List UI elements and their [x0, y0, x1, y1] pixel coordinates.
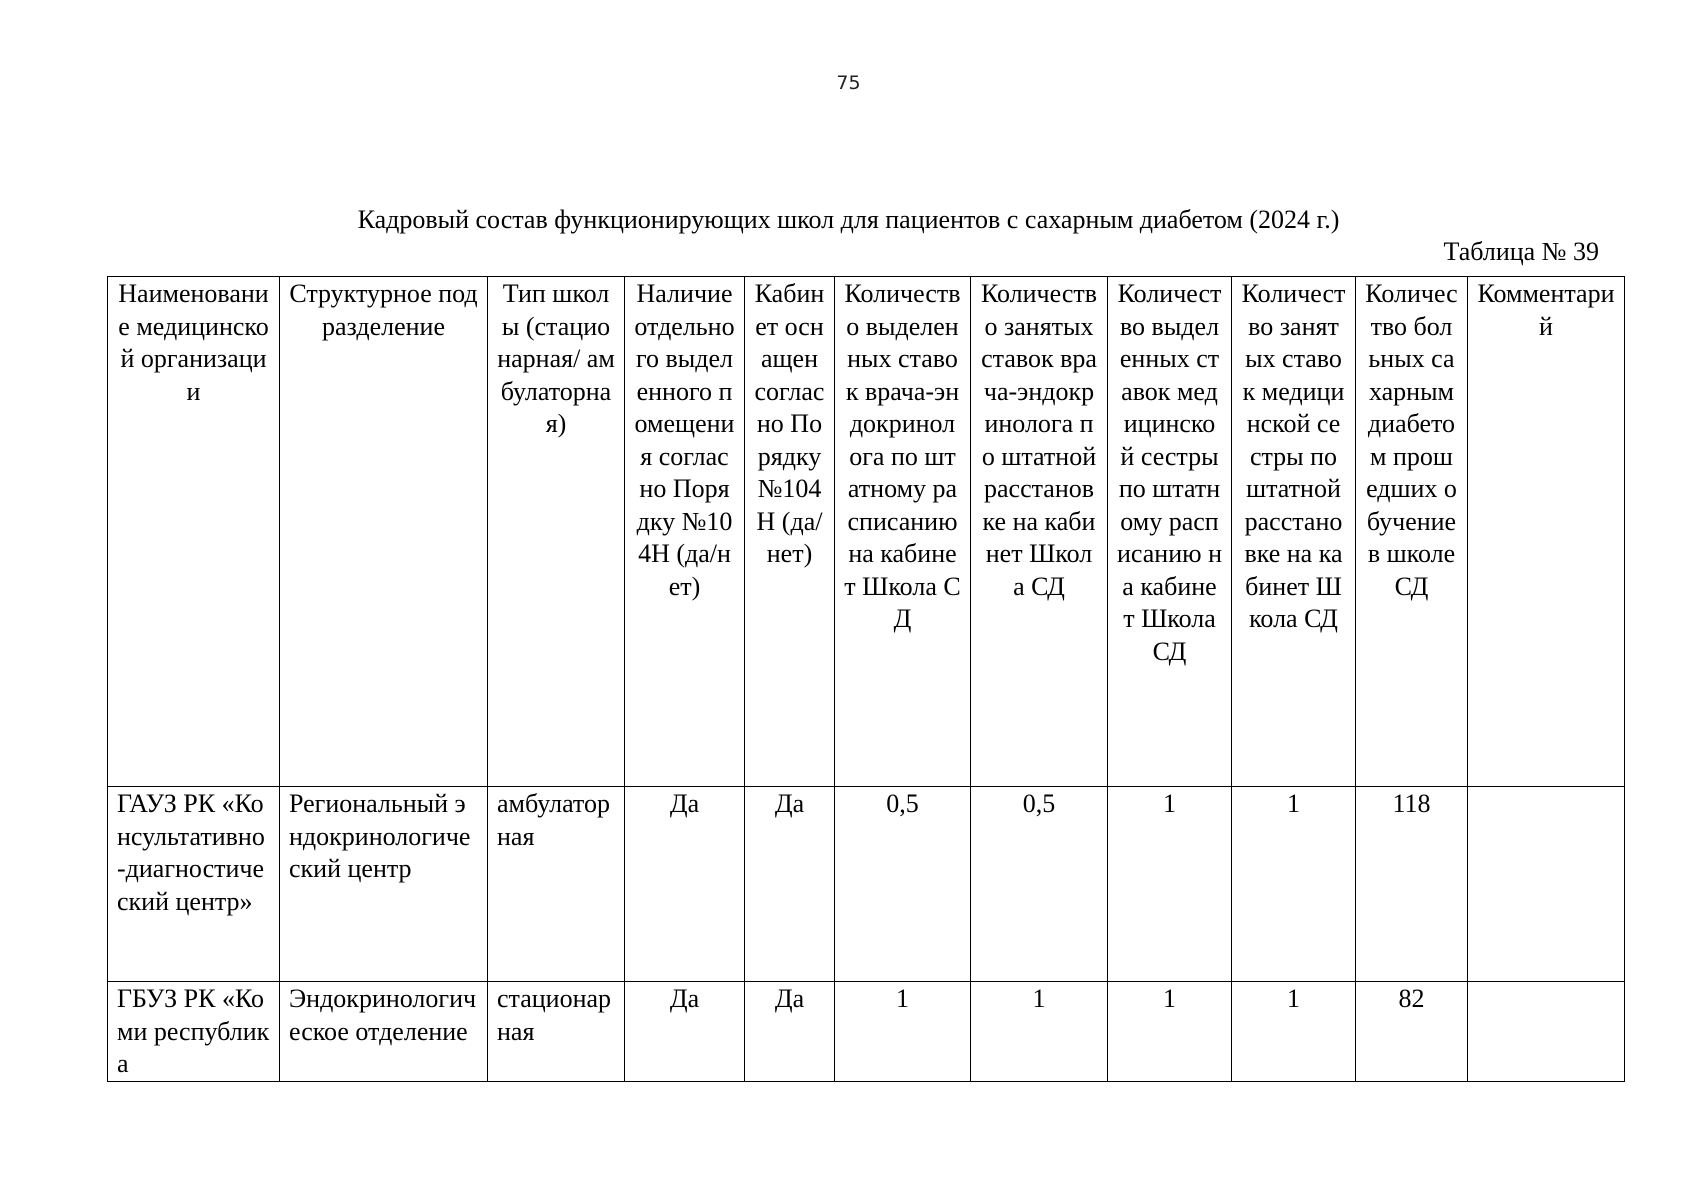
cell-patients-trained: 82 — [1356, 982, 1468, 1082]
table-row — [108, 982, 1625, 1082]
header-allocated-endocrinologist-rates: Количество выделенных ставок врача-эндокринолога по штатному расписанию на кабинет Школа СД — [835, 277, 971, 787]
header-patients-trained: Количество больных сахарным диабетом прошедших обучение в школе СД — [1356, 277, 1468, 787]
cell-school-type: стационарная — [488, 982, 625, 1082]
cell-department: Региональный эндокринологический центр — [280, 787, 488, 982]
cell-office-equipped: Да — [745, 982, 835, 1082]
cell-school-type: амбулаторная — [488, 787, 625, 982]
header-department: Структурное подразделение — [280, 277, 488, 787]
header-organization: Наименование медицинской организации — [108, 277, 280, 787]
cell-department: Эндокринологическое отделение — [280, 982, 488, 1082]
header-office-equipped: Кабинет оснащен согласно Порядку №104Н (да/нет) — [745, 277, 835, 787]
cell-organization: ГБУЗ РК «Коми республика — [108, 982, 280, 1082]
cell-comment — [1468, 787, 1625, 982]
cell-occupied-nurse-rates: 1 — [1232, 787, 1356, 982]
staff-table — [107, 276, 1625, 1082]
cell-patients-trained: 118 — [1356, 787, 1468, 982]
cell-occupied-endocrinologist-rates: 0,5 — [971, 787, 1108, 982]
document-title: Кадровый состав функционирующих школ для пациентов с сахарным диабетом (2024 г.) — [357, 205, 1340, 234]
cell-allocated-endocrinologist-rates: 0,5 — [835, 787, 971, 982]
cell-occupied-nurse-rates: 1 — [1232, 982, 1356, 1082]
cell-organization: ГАУЗ РК «Консультативно-диагностический центр» — [108, 787, 280, 982]
cell-separate-room: Да — [625, 982, 745, 1082]
cell-allocated-endocrinologist-rates: 1 — [835, 982, 971, 1082]
cell-allocated-nurse-rates: 1 — [1108, 982, 1232, 1082]
table-number: Таблица № 39 — [1443, 237, 1599, 266]
page-number: 75 — [836, 72, 861, 94]
cell-office-equipped: Да — [745, 787, 835, 982]
header-allocated-nurse-rates: Количество выделенных ставок медицинской сестры по штатному расписанию на кабинет Школа СД — [1108, 277, 1232, 787]
cell-comment — [1468, 982, 1625, 1082]
cell-occupied-endocrinologist-rates: 1 — [971, 982, 1108, 1082]
header-separate-room: Наличие отдельного выделенного помещения согласно Порядку №104Н (да/нет) — [625, 277, 745, 787]
header-school-type: Тип школы (стационарная/ амбулаторная) — [488, 277, 625, 787]
header-comment: Комментарий — [1468, 277, 1625, 787]
header-occupied-endocrinologist-rates: Количество занятых ставок врача-эндокринолога по штатной расстановке на кабинет Школа СД — [971, 277, 1108, 787]
table-row — [108, 787, 1625, 982]
cell-separate-room: Да — [625, 787, 745, 982]
table-header-row — [108, 277, 1625, 787]
header-occupied-nurse-rates: Количество занятых ставок медицинской сестры по штатной расстановке на кабинет Школа СД — [1232, 277, 1356, 787]
cell-allocated-nurse-rates: 1 — [1108, 787, 1232, 982]
